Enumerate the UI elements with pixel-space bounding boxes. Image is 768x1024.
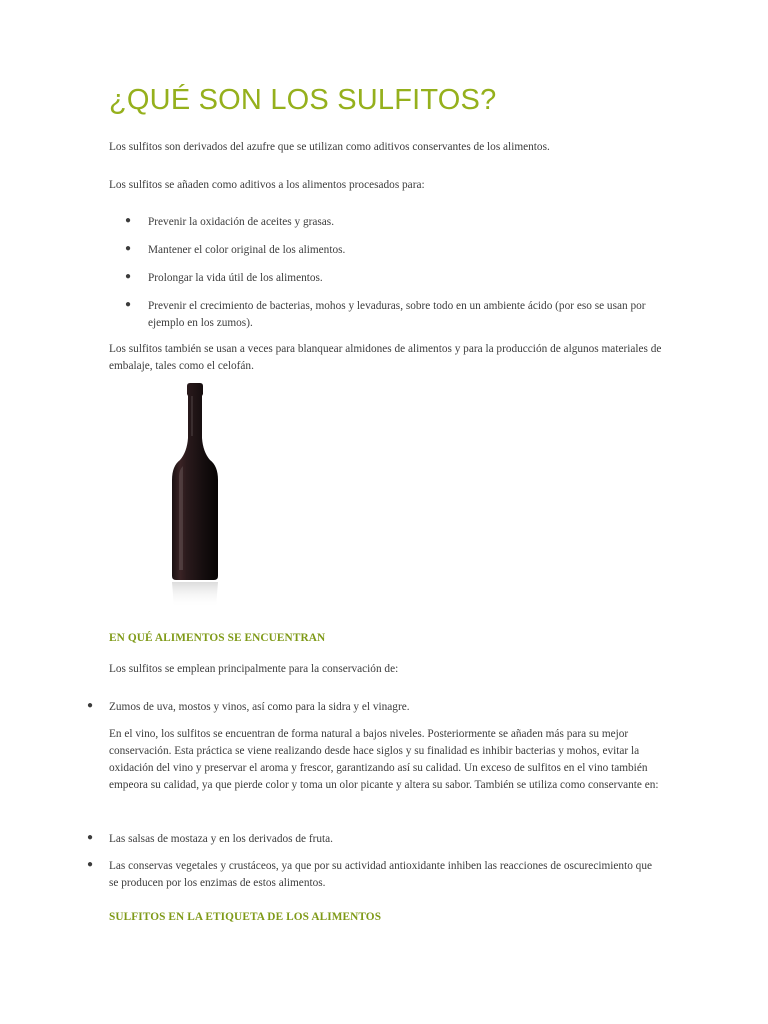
list-item: Zumos de uva, mostos y vinos, así como para la sidra y el vinagre. xyxy=(109,701,410,713)
bullet-icon: ● xyxy=(87,832,94,843)
wine-paragraph: En el vino, los sulfitos se encuentran de forma natural a bajos niveles. Posteriormente se añaden más para su mejor conservación. Esta práctica se viene realizando desde hace siglos y su finalidad es inhibir bacterias y mohos, evitar la oxidación del vino y preservar el aroma y frescor, garantizando así su calidad. Un exceso de sulfitos en el vino también empeora su calidad, ya que pierde color y toma un olor picante y altera su sabor. También se utiliza como conservante en: xyxy=(109,728,659,791)
list-item: Las conservas vegetales y crustáceos, ya que por su actividad antioxidante inhiben las reacciones de oscurecimiento que se producen por los enzimas de estos alimentos. xyxy=(109,860,652,889)
bullet-icon: ● xyxy=(87,700,94,711)
bullet-icon: ● xyxy=(125,299,132,310)
list-item: Prolongar la vida útil de los alimentos. xyxy=(148,272,323,284)
section-heading: SULFITOS EN LA ETIQUETA DE LOS ALIMENTOS xyxy=(109,911,382,923)
bullet-icon: ● xyxy=(87,859,94,870)
list-item: Prevenir la oxidación de aceites y grasas. xyxy=(148,216,335,228)
list-item: Las salsas de mostaza y en los derivados de fruta. xyxy=(109,833,333,845)
bullet-icon: ● xyxy=(125,271,132,282)
page-title: ¿QUÉ SON LOS SULFITOS? xyxy=(109,84,497,116)
list-item: Prevenir el crecimiento de bacterias, mohos y levaduras, sobre todo en un ambiente ácido (por eso se usan por ejemplo en los zumos). xyxy=(148,300,646,329)
purpose-intro: Los sulfitos se añaden como aditivos a los alimentos procesados para: xyxy=(109,179,425,191)
section2-intro: Los sulfitos se emplean principalmente para la conservación de: xyxy=(109,663,399,675)
bullet-icon: ● xyxy=(125,215,132,226)
wine-bottle-icon xyxy=(150,380,240,610)
other-uses-paragraph: Los sulfitos también se usan a veces para blanquear almidones de alimentos y para la producción de algunos materiales de embalaje, tales como el celofán. xyxy=(109,343,662,372)
intro-paragraph: Los sulfitos son derivados del azufre que se utilizan como aditivos conservantes de los alimentos. xyxy=(109,141,550,153)
section-heading: EN QUÉ ALIMENTOS SE ENCUENTRAN xyxy=(109,632,326,644)
bullet-icon: ● xyxy=(125,243,132,254)
list-item: Mantener el color original de los alimentos. xyxy=(148,244,346,256)
